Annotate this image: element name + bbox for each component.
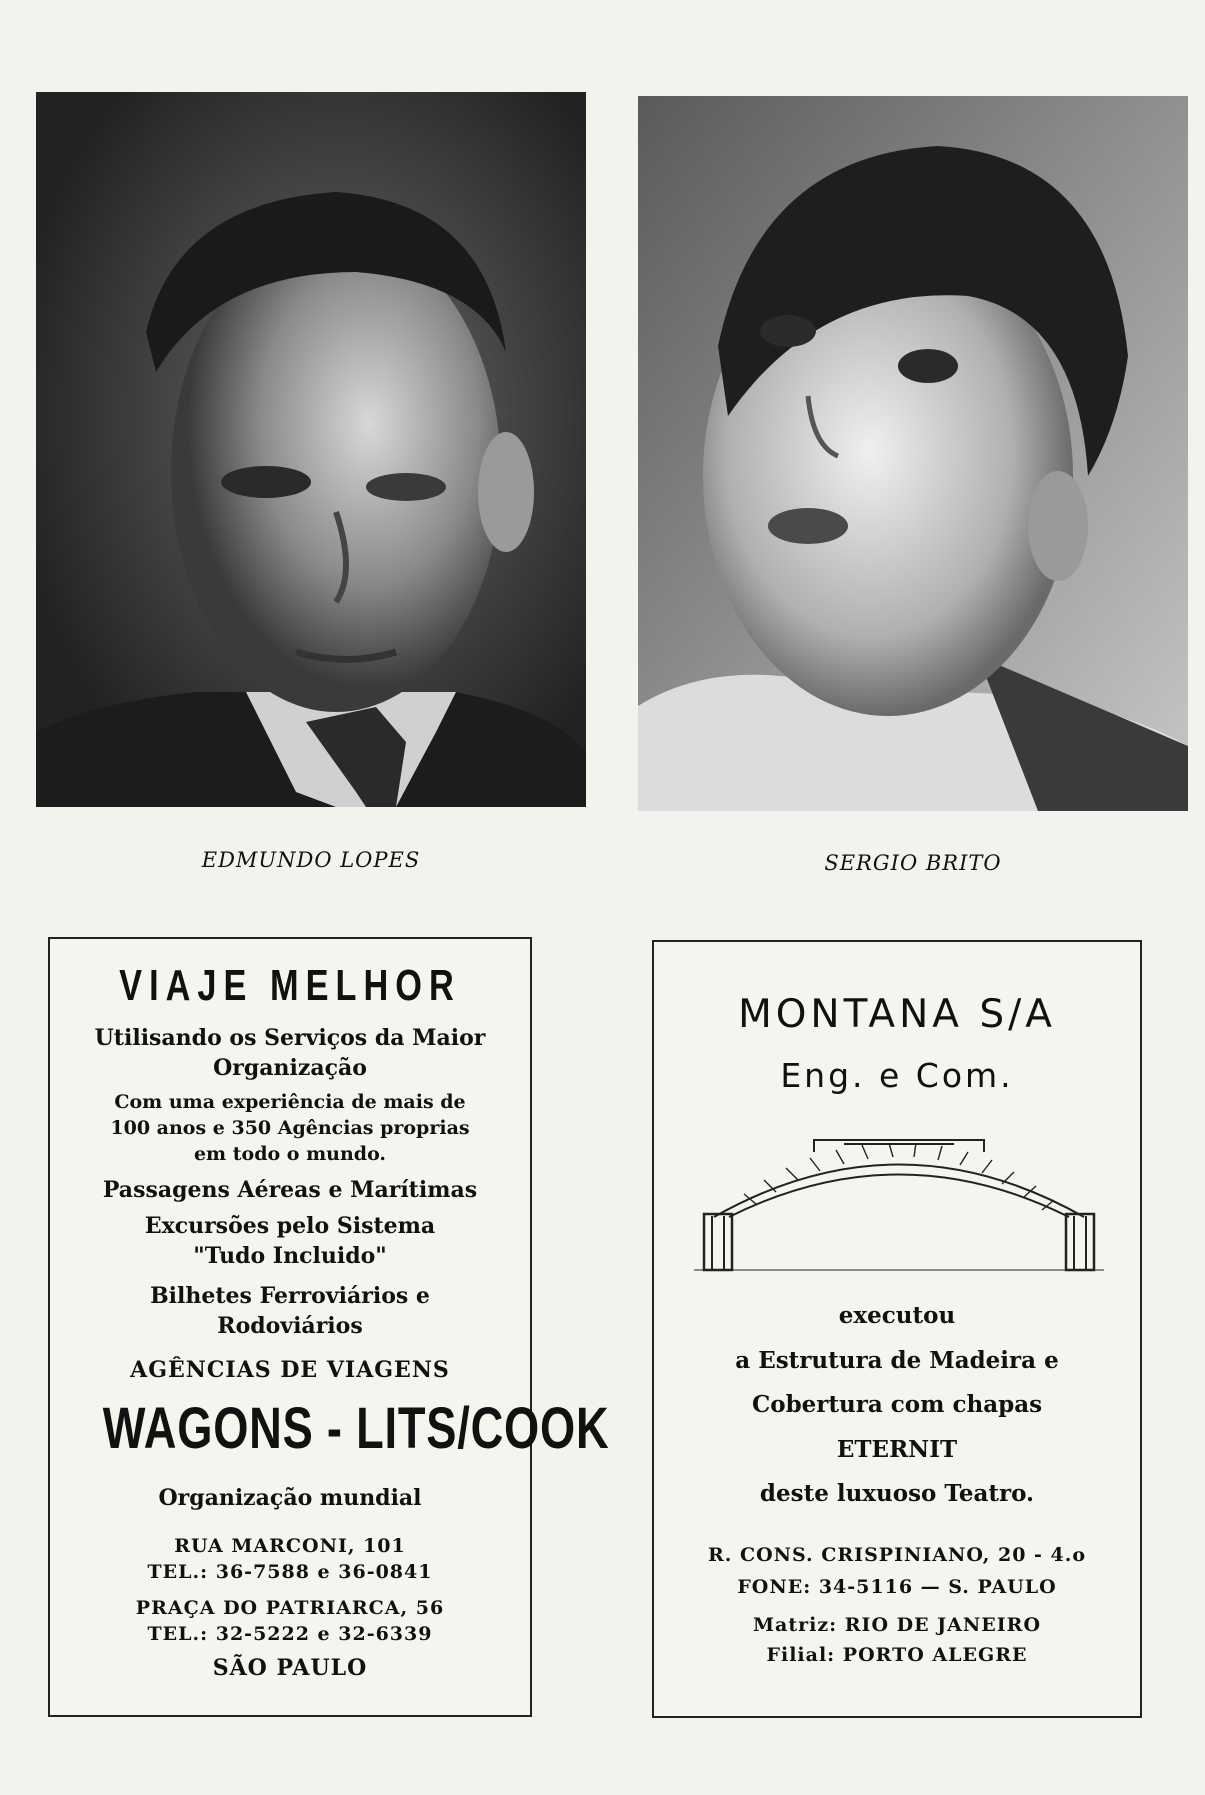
ad-text: em todo o mundo. <box>193 1143 387 1165</box>
ad-phone: FONE: 34-5116 — S. PAULO <box>737 1576 1057 1598</box>
ad-text: Passagens Aéreas e Marítimas <box>102 1177 478 1203</box>
ad-brand-name: ETERNIT <box>836 1436 958 1463</box>
portrait-photo-sergio-brito <box>638 96 1188 811</box>
ad-address: RUA MARCONI, 101 <box>174 1535 406 1557</box>
ad-text: Bilhetes Ferroviários e <box>150 1283 430 1309</box>
ad-phone: TEL.: 32-5222 e 32-6339 <box>147 1623 433 1645</box>
ad-phone: TEL.: 36-7588 e 36-0841 <box>147 1561 433 1583</box>
ad-brand-name: WAGONS - LITS/COOK <box>102 1396 610 1461</box>
ad-subline: Organização <box>213 1055 367 1081</box>
ad-montana <box>652 940 1142 1718</box>
portrait-photo-edmundo-lopes <box>36 92 586 807</box>
ad-text: a Estrutura de Madeira e <box>735 1347 1059 1374</box>
ad-text: Organização mundial <box>158 1485 422 1511</box>
ad-headline: VIAJE MELHOR <box>119 961 461 1010</box>
ad-subline: Eng. e Com. <box>780 1056 1014 1095</box>
ad-text: Com uma experiência de mais de <box>114 1091 466 1113</box>
ad-wagons-lits-cook <box>48 937 610 1717</box>
ad-address: PRAÇA DO PATRIARCA, 56 <box>135 1597 445 1619</box>
caption-edmundo-lopes: EDMUNDO LOPES <box>201 848 421 872</box>
ad-text: "Tudo Incluido" <box>193 1243 387 1269</box>
ad-text: Matriz: RIO DE JANEIRO <box>753 1614 1041 1636</box>
ad-address: R. CONS. CRISPINIANO, 20 - 4.o <box>707 1544 1087 1566</box>
ad-text: Rodoviários <box>217 1313 363 1339</box>
ad-text: executou <box>838 1302 956 1329</box>
ad-text: AGÊNCIAS DE VIAGENS <box>130 1357 450 1383</box>
ad-text: deste luxuoso Teatro. <box>759 1480 1035 1507</box>
ad-headline: MONTANA S/A <box>738 992 1056 1037</box>
ad-city: SÃO PAULO <box>212 1655 368 1681</box>
ad-text: Filial: PORTO ALEGRE <box>766 1644 1028 1666</box>
ad-text: Excursões pelo Sistema <box>144 1213 436 1239</box>
ad-text: 100 anos e 350 Agências proprias <box>110 1117 470 1139</box>
arch-truss-icon <box>694 1122 1104 1272</box>
ad-text: Cobertura com chapas <box>751 1391 1043 1418</box>
caption-sergio-brito: SERGIO BRITO <box>824 851 1002 875</box>
ad-subline: Utilisando os Serviços da Maior <box>94 1025 486 1051</box>
